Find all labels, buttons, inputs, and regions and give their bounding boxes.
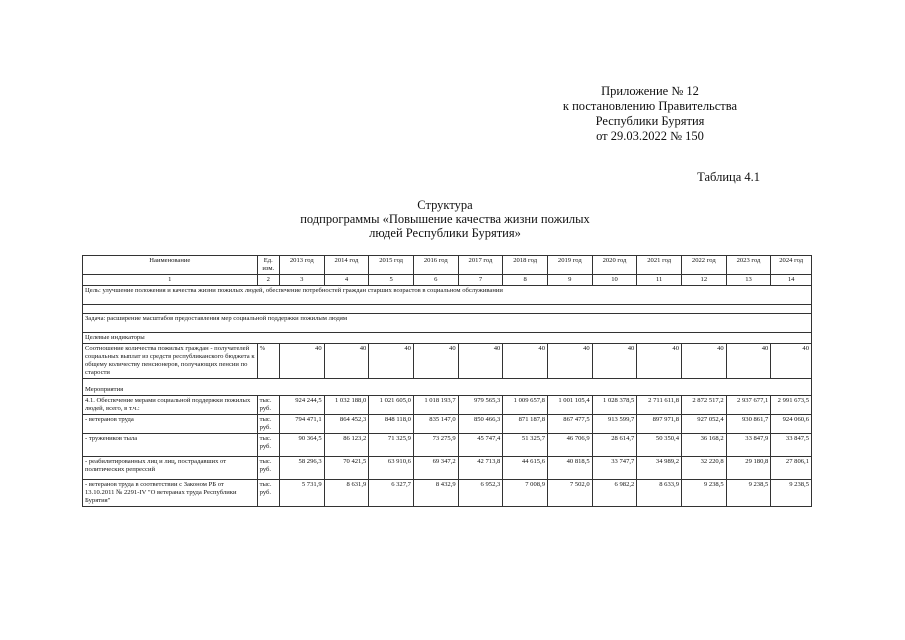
measure-value: 924 244,5 (279, 396, 324, 415)
measure-value: 835 147,0 (413, 415, 458, 434)
measure-value: 51 325,7 (503, 434, 548, 457)
column-number: 10 (592, 275, 637, 286)
table-row (83, 480, 812, 507)
measure-value: 2 991 673,5 (771, 396, 812, 415)
appendix-number: Приложение № 12 (601, 84, 699, 98)
indicator-value: 40 (413, 344, 458, 379)
indicators-heading: Целевые индикаторы (83, 333, 812, 344)
measure-value: 33 847,9 (726, 434, 771, 457)
measure-value: 44 615,6 (503, 457, 548, 480)
structure-table (82, 255, 812, 507)
indicator-value: 40 (369, 344, 414, 379)
column-header: 2024 год (771, 256, 812, 275)
indicator-value: 40 (458, 344, 503, 379)
measure-value: 36 168,2 (682, 434, 727, 457)
measure-value: 897 971,8 (637, 415, 682, 434)
table-number-row (83, 275, 812, 286)
measure-value: 7 502,0 (547, 480, 592, 507)
column-header: 2018 год (503, 256, 548, 275)
measure-unit: тыс. руб. (257, 396, 279, 415)
measure-value: 50 350,4 (637, 434, 682, 457)
table-number: Таблица 4.1 (697, 170, 760, 184)
column-header: 2014 год (324, 256, 369, 275)
indicator-value: 40 (637, 344, 682, 379)
measure-value: 8 633,9 (637, 480, 682, 507)
measure-value: 2 872 517,2 (682, 396, 727, 415)
measure-name: - ветеранов труда (83, 415, 258, 434)
document-title (250, 198, 640, 240)
indicator-row (83, 344, 812, 379)
measure-value: 1 028 378,5 (592, 396, 637, 415)
measure-name: 4.1. Обеспечение мерами социальной поддержки пожилых людей, всего, в т.ч.: (83, 396, 258, 415)
indicator-value: 40 (771, 344, 812, 379)
measure-value: 979 565,3 (458, 396, 503, 415)
column-header: 2022 год (682, 256, 727, 275)
column-number: 11 (637, 275, 682, 286)
measure-value: 7 008,9 (503, 480, 548, 507)
measures-heading: Мероприятия (83, 379, 812, 396)
measure-value: 9 238,5 (682, 480, 727, 507)
indicator-value: 40 (682, 344, 727, 379)
indicator-value: 40 (726, 344, 771, 379)
measure-unit: тыс. руб. (257, 434, 279, 457)
measure-value: 794 471,1 (279, 415, 324, 434)
spacer-cell (83, 305, 812, 314)
measure-value: 871 187,8 (503, 415, 548, 434)
column-header: 2017 год (458, 256, 503, 275)
column-number: 14 (771, 275, 812, 286)
measure-value: 70 421,5 (324, 457, 369, 480)
indicator-value: 40 (592, 344, 637, 379)
measure-value: 45 747,4 (458, 434, 503, 457)
column-number: 7 (458, 275, 503, 286)
appendix-ref: к постановлению Правительства (562, 99, 738, 113)
measure-value: 6 952,3 (458, 480, 503, 507)
measure-value: 867 477,5 (547, 415, 592, 434)
measure-value: 8 631,9 (324, 480, 369, 507)
spacer-row (83, 305, 812, 314)
table-header-row (83, 256, 812, 275)
measure-name: - тружеников тыла (83, 434, 258, 457)
measure-value: 33 847,5 (771, 434, 812, 457)
column-number: 1 (83, 275, 258, 286)
measure-value: 5 731,9 (279, 480, 324, 507)
indicators-heading-row (83, 333, 812, 344)
indicator-unit: % (257, 344, 279, 379)
measure-value: 2 937 677,1 (726, 396, 771, 415)
measure-value: 86 123,2 (324, 434, 369, 457)
table-row (83, 434, 812, 457)
measure-value: 6 982,2 (592, 480, 637, 507)
measure-value: 9 238,5 (726, 480, 771, 507)
measures-heading-row (83, 379, 812, 396)
measure-value: 1 021 605,0 (369, 396, 414, 415)
column-number: 6 (413, 275, 458, 286)
column-number: 12 (682, 275, 727, 286)
table-row (83, 415, 812, 434)
measure-value: 924 060,6 (771, 415, 812, 434)
measure-value: 40 818,5 (547, 457, 592, 480)
measure-value: 1 001 105,4 (547, 396, 592, 415)
indicator-name: Соотношение количества пожилых граждан - получателей социальных выплат из средств республиканского бюджета к общему количеству пенсионеров, получающих пенсии по старости (83, 344, 258, 379)
measure-value: 6 327,7 (369, 480, 414, 507)
measure-value: 63 910,6 (369, 457, 414, 480)
measure-unit: тыс. руб. (257, 415, 279, 434)
measure-value: 930 861,7 (726, 415, 771, 434)
measure-value: 58 296,3 (279, 457, 324, 480)
measure-name: - ветеранов труда в соответствии с Законом РБ от 13.10.2011 № 2291-IV "О ветеранах труда Республики Бурятия" (83, 480, 258, 507)
measure-value: 913 599,7 (592, 415, 637, 434)
measure-value: 27 806,1 (771, 457, 812, 480)
column-number: 9 (547, 275, 592, 286)
indicator-value: 40 (503, 344, 548, 379)
title-line-1: Структура (417, 198, 473, 212)
measure-value: 927 052,4 (682, 415, 727, 434)
table-row (83, 457, 812, 480)
indicator-value: 40 (324, 344, 369, 379)
column-header: 2013 год (279, 256, 324, 275)
measure-unit: тыс. руб. (257, 457, 279, 480)
indicator-value: 40 (279, 344, 324, 379)
appendix-date: от 29.03.2022 № 150 (596, 129, 704, 143)
column-header: Ед. изм. (257, 256, 279, 275)
table-row (83, 396, 812, 415)
measure-value: 42 713,8 (458, 457, 503, 480)
measure-value: 1 032 188,0 (324, 396, 369, 415)
column-number: 4 (324, 275, 369, 286)
measure-value: 29 180,8 (726, 457, 771, 480)
column-number: 13 (726, 275, 771, 286)
goal-row (83, 286, 812, 305)
measure-value: 33 747,7 (592, 457, 637, 480)
measure-value: 69 347,2 (413, 457, 458, 480)
measure-value: 73 275,9 (413, 434, 458, 457)
column-header: 2023 год (726, 256, 771, 275)
appendix-republic: Республики Бурятия (595, 114, 705, 128)
measure-value: 46 706,9 (547, 434, 592, 457)
measure-value: 848 118,0 (369, 415, 414, 434)
column-header: 2021 год (637, 256, 682, 275)
task-row (83, 314, 812, 333)
measure-value: 34 989,2 (637, 457, 682, 480)
column-number: 5 (369, 275, 414, 286)
measure-value: 1 009 657,8 (503, 396, 548, 415)
measure-value: 864 452,3 (324, 415, 369, 434)
column-number: 2 (257, 275, 279, 286)
goal-text: Цель: улучшение положения и качества жизни пожилых людей, обеспечение потребностей граждан старших возрастов в социальном обслуживании (83, 286, 812, 305)
column-number: 8 (503, 275, 548, 286)
task-text: Задача: расширение масштабов предоставления мер социальной поддержки пожилым людям (83, 314, 812, 333)
measure-value: 1 018 193,7 (413, 396, 458, 415)
measure-unit: тыс. руб. (257, 480, 279, 507)
indicator-value: 40 (547, 344, 592, 379)
appendix-header (520, 84, 780, 144)
column-header: Наименование (83, 256, 258, 275)
column-header: 2020 год (592, 256, 637, 275)
column-header: 2015 год (369, 256, 414, 275)
title-line-2: подпрограммы «Повышение качества жизни пожилых (300, 212, 590, 226)
column-number: 3 (279, 275, 324, 286)
measure-value: 9 238,5 (771, 480, 812, 507)
column-header: 2016 год (413, 256, 458, 275)
title-line-3: людей Республики Бурятия» (369, 226, 521, 240)
measure-value: 2 711 611,8 (637, 396, 682, 415)
column-header: 2019 год (547, 256, 592, 275)
measure-value: 8 432,9 (413, 480, 458, 507)
measure-name: - реабилитированных лиц и лиц, пострадавших от политических репрессий (83, 457, 258, 480)
measure-value: 32 220,8 (682, 457, 727, 480)
measure-value: 71 325,9 (369, 434, 414, 457)
measure-value: 850 466,3 (458, 415, 503, 434)
measure-value: 28 614,7 (592, 434, 637, 457)
measure-value: 90 364,5 (279, 434, 324, 457)
